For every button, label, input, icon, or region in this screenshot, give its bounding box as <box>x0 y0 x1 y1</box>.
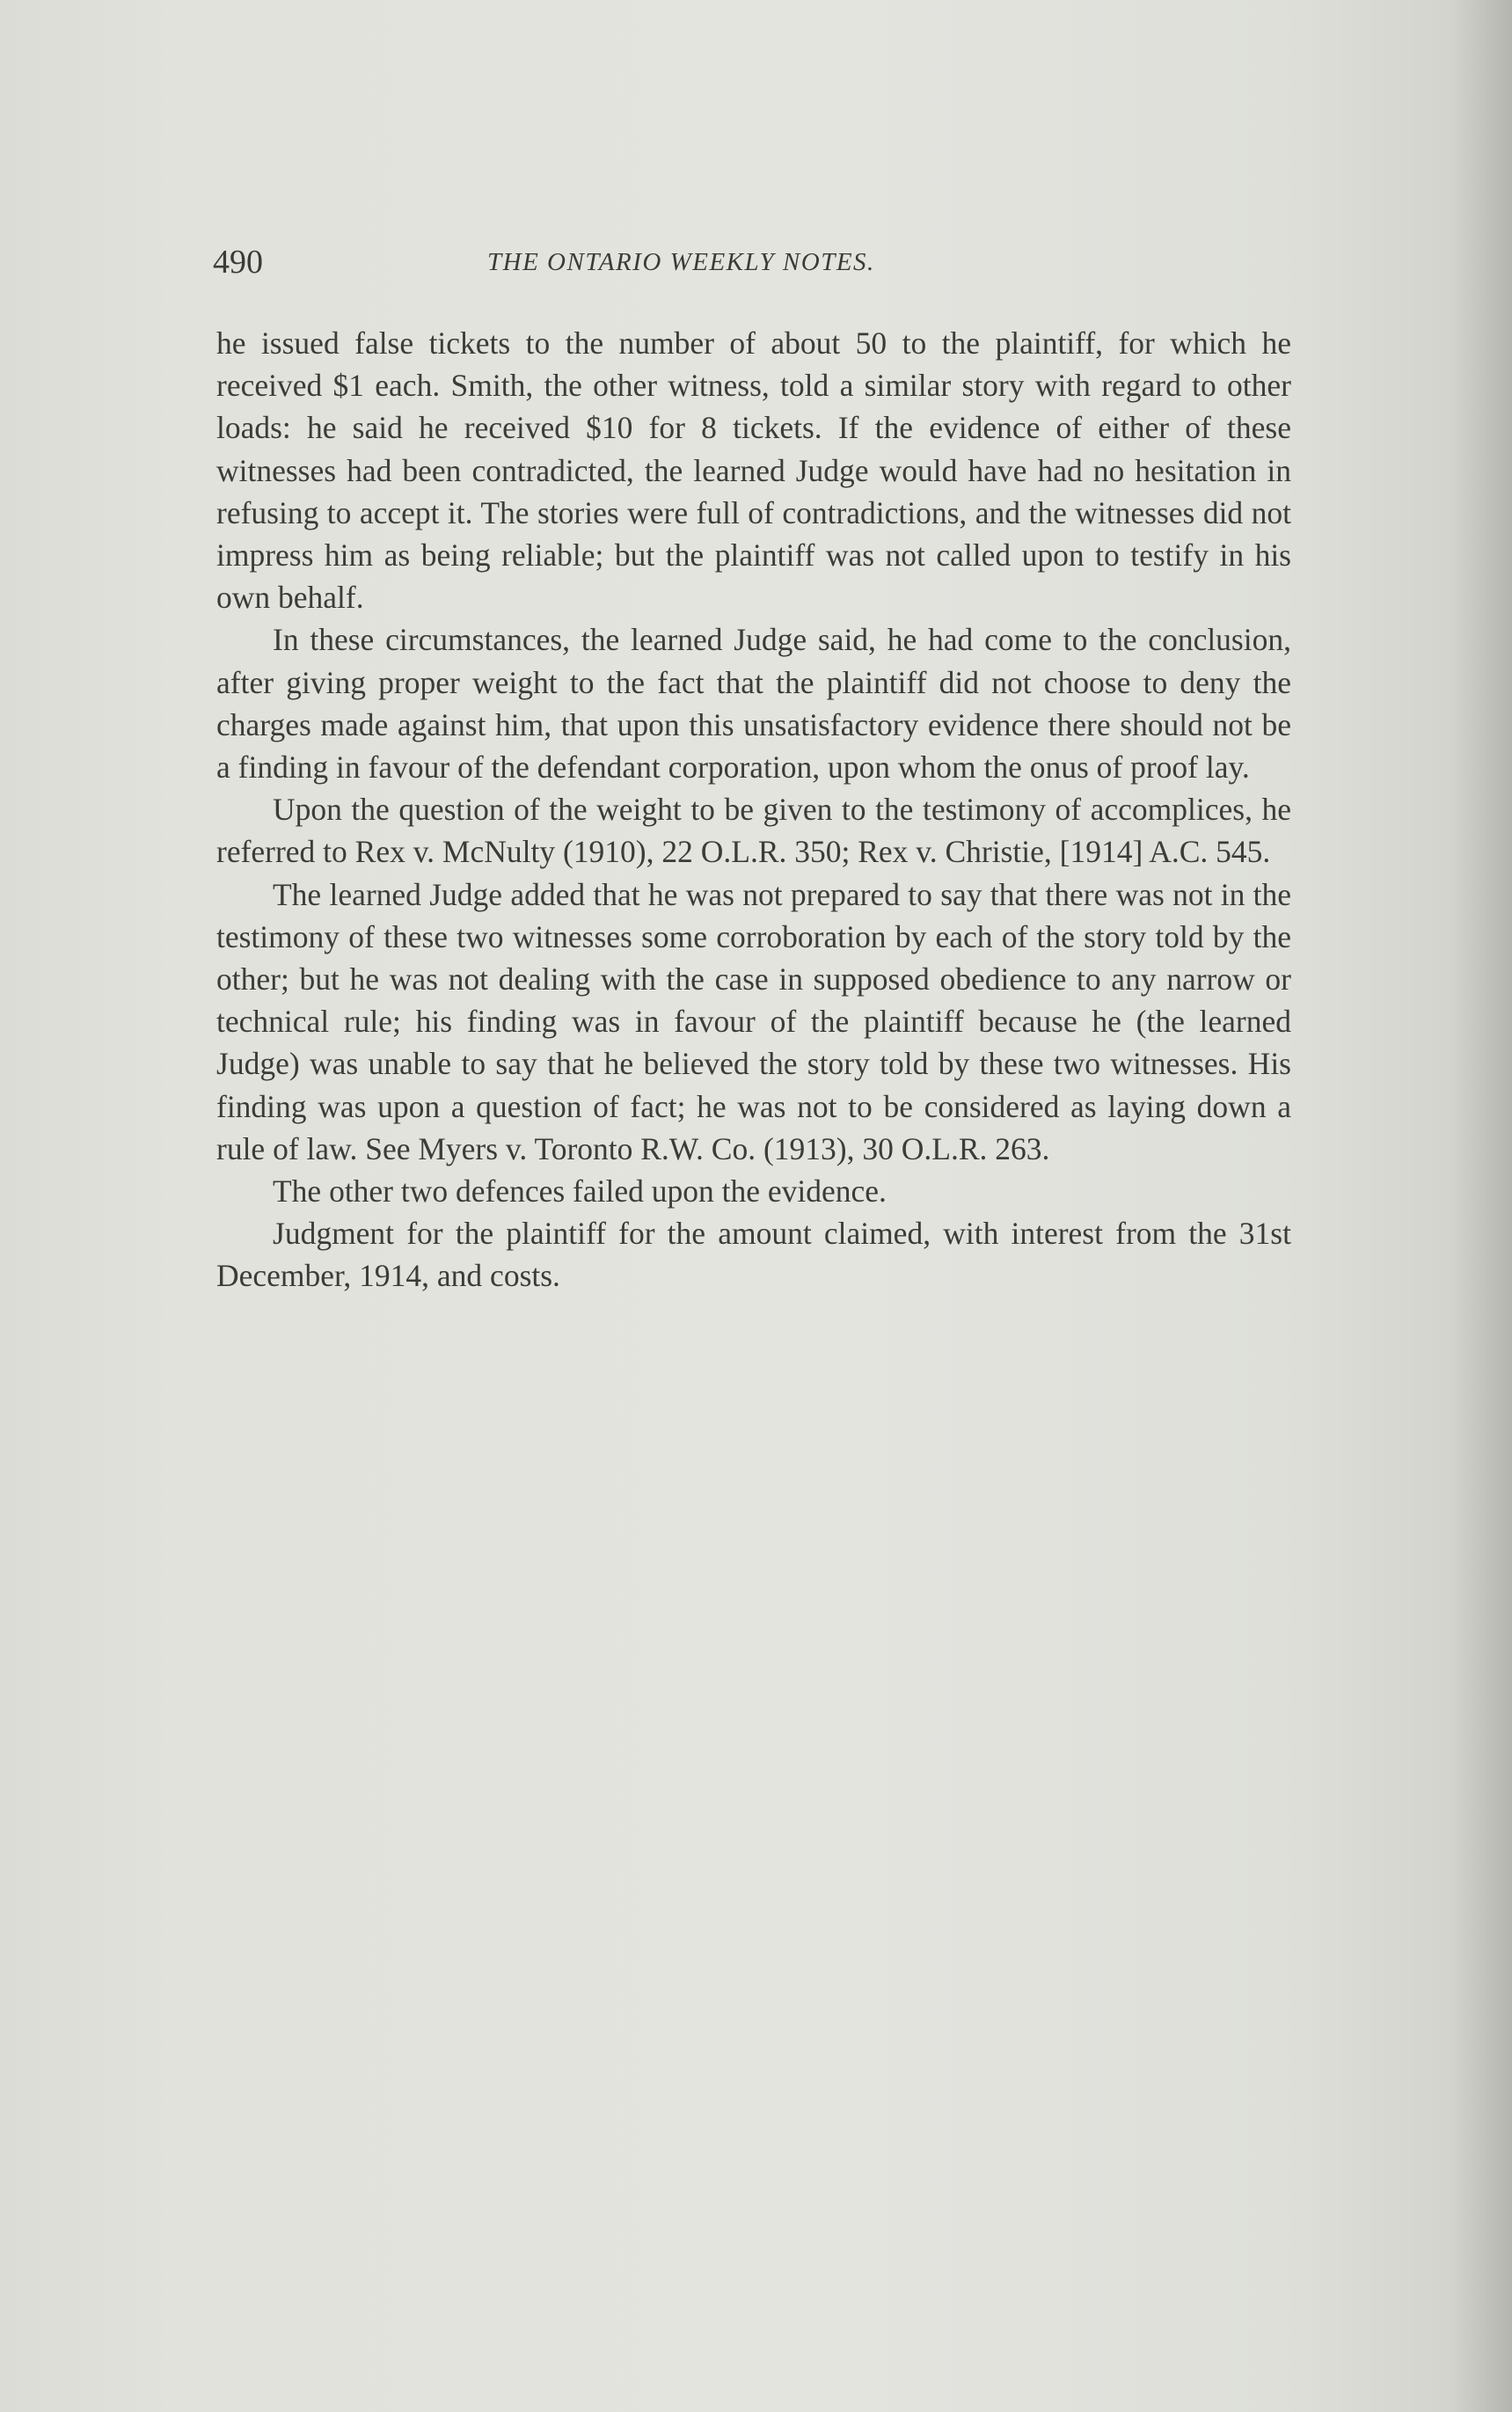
paragraph: The learned Judge added that he was not prepared to say that there was not in the testimony of these two witnesses some corroboration by each of the story told by the other; but he was not dealing with the case in supposed obedience to any narrow or technical rule; his finding was in favour of the plaintiff because he (the learned Judge) was unable to say that he believed the story told by these two witnesses. His finding was upon a question of fact; he was not to be considered as laying down a rule of law. See Myers v. Toronto R.W. Co. (1913), 30 O.L.R. 263. <box>216 876 1291 1166</box>
running-title: THE ONTARIO WEEKLY NOTES. <box>487 248 875 276</box>
page-number: 490 <box>213 244 263 281</box>
paragraph: Judgment for the plaintiff for the amount claimed, with interest from the 31st December, 1914, and costs. <box>216 1216 1291 1294</box>
paragraph: The other two defences failed upon the evidence. <box>273 1173 887 1210</box>
paragraph: Upon the question of the weight to be given to the testimony of accomplices, he referred to Rex v. McNulty (1910), 22 O.L.R. 350; Rex v. Christie, [1914] A.C. 545. <box>216 792 1291 870</box>
paragraph: he issued false tickets to the number of about 50 to the plaintiff, for which he received $1 each. Smith, the other witness, told a similar story with regard to other loads: he said he received $10 for 8 tickets. If the evidence of either of these witnesses had been contradicted, the learned Judge would have had no hesitation in refusing to accept it. The stories were full of contradictions, and the witnesses did not impress him as being reliable; but the plaintiff was not called upon to testify in his own behalf. <box>216 325 1291 616</box>
paragraph: In these circumstances, the learned Judge said, he had come to the conclusion, after giving proper weight to the fact that the plaintiff did not choose to deny the charges made against him, that upon this unsatisfactory evidence there should not be a finding in favour of the defendant corporation, upon whom the onus of proof lay. <box>216 622 1291 786</box>
body-text <box>216 322 1291 1297</box>
page-edge-shadow <box>1450 0 1512 2412</box>
page-header <box>213 243 1293 296</box>
